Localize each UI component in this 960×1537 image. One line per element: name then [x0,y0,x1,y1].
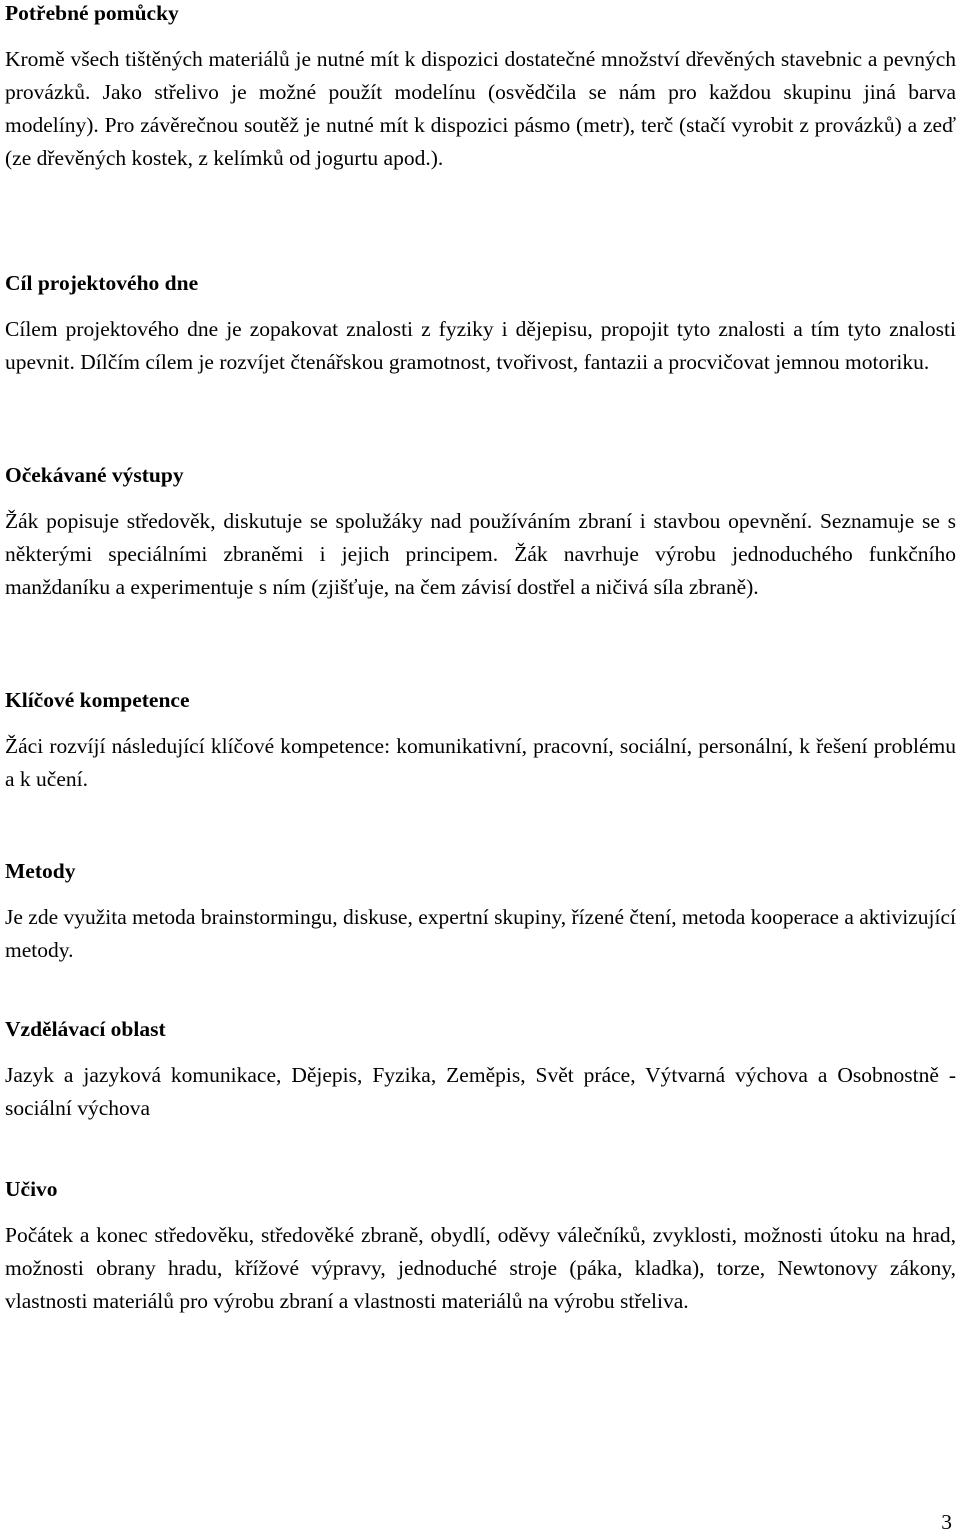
section-heading: Vzdělávací oblast [5,1017,166,1041]
section-metody [5,858,956,967]
section-heading: Klíčové kompetence [5,688,190,712]
page-number: 3 [941,1510,952,1534]
section-text: Počátek a konec středověku, středověké zbraně, obydlí, oděvy válečníků, zvyklosti, možnosti útoku na hrad, možnosti obrany hradu, křížové výpravy, jednoduché stroje (páka, kladka), torze, Newtonovy zákony, vlastnosti materiálů pro výrobu zbraní a vlastnosti materiálů na výrobu střeliva. [5,1223,956,1313]
section-vystupy [5,462,956,604]
section-heading: Očekávané výstupy [5,463,184,487]
section-cil [5,270,956,379]
section-pomucky [5,0,956,175]
section-text: Jazyk a jazyková komunikace, Dějepis, Fyzika, Zeměpis, Svět práce, Výtvarná výchova a Osobnostně - sociální výchova [5,1063,956,1120]
section-heading: Cíl projektového dne [5,271,199,295]
section-text: Je zde využita metoda brainstormingu, diskuse, expertní skupiny, řízené čtení, metoda kooperace a aktivizující metody. [5,905,956,962]
section-oblast [5,1016,956,1125]
section-heading: Potřebné pomůcky [5,1,179,25]
section-text: Žák popisuje středověk, diskutuje se spolužáky nad používáním zbraní i stavbou opevnění. Seznamuje se s některými speciálními zbraněmi i jejich principem. Žák navrhuje výrobu jednoduchého funkčního manždaníku a experimentuje s ním (zjišťuje, na čem závisí dostřel a ničivá síla zbraně). [5,509,956,599]
section-kompetence [5,687,956,796]
section-heading: Metody [5,859,76,883]
section-text: Cílem projektového dne je zopakovat znalosti z fyziky i dějepisu, propojit tyto znalosti a tím tyto znalosti upevnit. Dílčím cílem je rozvíjet čtenářskou gramotnost, tvořivost, fantazii a procvičovat jemnou motoriku. [5,317,956,374]
section-heading: Učivo [5,1177,58,1201]
section-ucivo [5,1176,956,1318]
section-text: Kromě všech tištěných materiálů je nutné mít k dispozici dostatečné množství dřevěných stavebnic a pevných provázků. Jako střelivo je možné použít modelínu (osvědčila se nám pro každou skupinu jiná barva modelíny). Pro závěrečnou soutěž je nutné mít k dispozici pásmo (metr), terč (stačí vyrobit z provázků) a zeď (ze dřevěných kostek, z kelímků od jogurtu apod.). [5,47,956,170]
section-text: Žáci rozvíjí následující klíčové kompetence: komunikativní, pracovní, sociální, personální, k řešení problému a k učení. [5,734,956,791]
